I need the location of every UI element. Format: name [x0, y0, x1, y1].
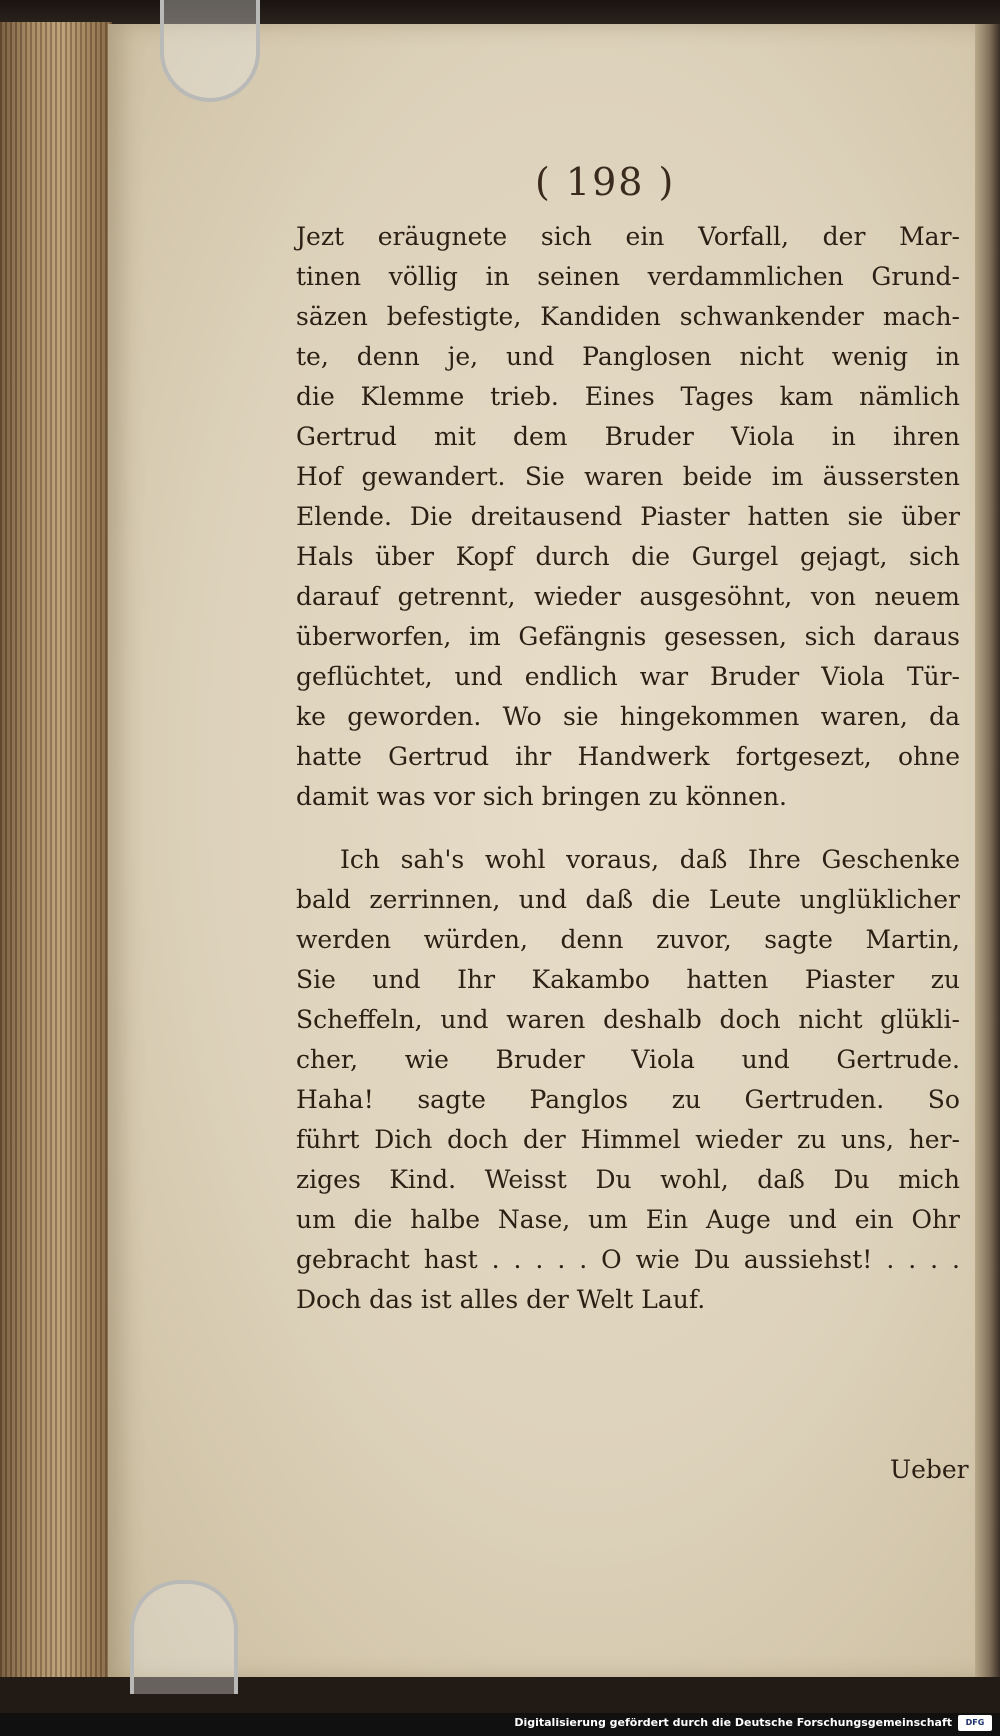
- text-line: darauf getrennt, wieder ausgesöhnt, von neuem: [296, 582, 960, 611]
- text-line: Scheffeln, und waren deshalb doch nicht glükli-: [296, 1005, 960, 1034]
- page-right-edge: [975, 24, 1000, 1679]
- text-line: ziges Kind. Weisst Du wohl, daß Du mich: [296, 1165, 960, 1194]
- text-line: Sie und Ihr Kakambo hatten Piaster zu: [296, 965, 960, 994]
- text-line: bald zerrinnen, und daß die Leute unglüklicher: [296, 885, 960, 914]
- text-line: te, denn je, und Panglosen nicht wenig in: [296, 342, 960, 371]
- book-page-edges: [0, 22, 112, 1677]
- dfg-logo-icon: [958, 1715, 992, 1731]
- dfg-logo-text: DFG: [965, 1718, 985, 1727]
- text-line: Ich sah's wohl voraus, daß Ihre Geschenke: [340, 845, 960, 874]
- text-line: die Klemme trieb. Eines Tages kam nämlich: [296, 382, 960, 411]
- text-line: werden würden, denn zuvor, sagte Martin,: [296, 925, 960, 954]
- text-line: Hals über Kopf durch die Gurgel gejagt, sich: [296, 542, 960, 571]
- text-line: Gertrud mit dem Bruder Viola in ihren: [296, 422, 960, 451]
- text-line: führt Dich doch der Himmel wieder zu uns, her-: [296, 1125, 960, 1154]
- text-line: Elende. Die dreitausend Piaster hatten sie über: [296, 502, 960, 531]
- text-line: damit was vor sich bringen zu können.: [296, 782, 787, 811]
- text-line: cher, wie Bruder Viola und Gertrude.: [296, 1045, 960, 1074]
- page-clip-top-icon: [160, 0, 260, 102]
- text-line: Haha! sagte Panglos zu Gertruden. So: [296, 1085, 960, 1114]
- text-line: gebracht hast . . . . . O wie Du aussiehst! . . . .: [296, 1245, 960, 1274]
- text-line: überworfen, im Gefängnis gesessen, sich daraus: [296, 622, 960, 651]
- text-line: hatte Gertrud ihr Handwerk fortgesezt, ohne: [296, 742, 960, 771]
- text-line: säzen befestigte, Kandiden schwankender mach-: [296, 302, 960, 331]
- page-clip-bottom-icon: [130, 1580, 238, 1694]
- text-line: ke geworden. Wo sie hingekommen waren, da: [296, 702, 960, 731]
- page-number-header: ( 198 ): [535, 160, 676, 204]
- text-line: Jezt eräugnete sich ein Vorfall, der Mar-: [296, 222, 960, 251]
- text-line: Doch das ist alles der Welt Lauf.: [296, 1285, 706, 1314]
- digitization-credit: Digitalisierung gefördert durch die Deutsche Forschungsgemeinschaft: [514, 1716, 952, 1729]
- catchword: Ueber: [890, 1455, 969, 1484]
- text-line: geflüchtet, und endlich war Bruder Viola Tür-: [296, 662, 960, 691]
- text-line: Hof gewandert. Sie waren beide im äussersten: [296, 462, 960, 491]
- text-line: um die halbe Nase, um Ein Auge und ein Ohr: [296, 1205, 960, 1234]
- text-line: tinen völlig in seinen verdammlichen Grund-: [296, 262, 960, 291]
